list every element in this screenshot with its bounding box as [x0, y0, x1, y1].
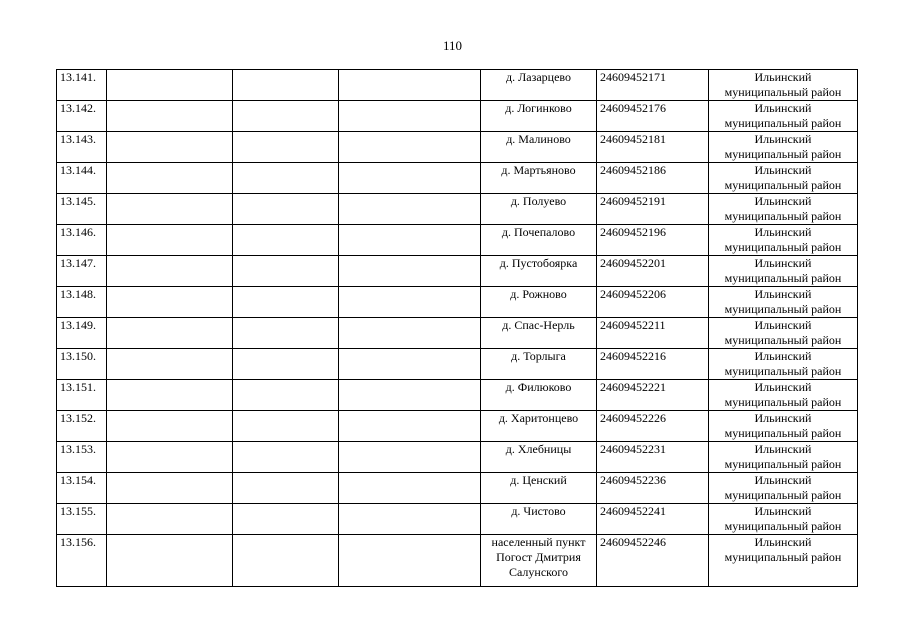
row-number-cell: 13.147. [57, 256, 107, 287]
row-number-cell: 13.150. [57, 349, 107, 380]
settlement-name-cell: д. Пустобоярка [481, 256, 597, 287]
settlement-name-cell: населенный пункт Погост Дмитрия Салунского [481, 535, 597, 587]
empty-cell [233, 163, 339, 194]
district-cell: Ильинский муниципальный район [709, 287, 858, 318]
row-number-cell: 13.142. [57, 101, 107, 132]
settlement-name-cell: д. Филюково [481, 380, 597, 411]
empty-cell [233, 318, 339, 349]
table-row [57, 132, 858, 163]
row-number-cell: 13.146. [57, 225, 107, 256]
district-cell: Ильинский муниципальный район [709, 504, 858, 535]
empty-cell [339, 194, 481, 225]
table-row [57, 256, 858, 287]
settlement-name-cell: д. Логинково [481, 101, 597, 132]
empty-cell [107, 132, 233, 163]
row-number-cell: 13.156. [57, 535, 107, 587]
row-number-cell: 13.154. [57, 473, 107, 504]
table-row [57, 349, 858, 380]
empty-cell [107, 504, 233, 535]
district-cell: Ильинский муниципальный район [709, 535, 858, 587]
row-number-cell: 13.145. [57, 194, 107, 225]
row-number-cell: 13.149. [57, 318, 107, 349]
row-number-cell: 13.152. [57, 411, 107, 442]
empty-cell [339, 256, 481, 287]
empty-cell [107, 256, 233, 287]
table-row [57, 101, 858, 132]
empty-cell [107, 473, 233, 504]
settlements-table-body [57, 70, 858, 587]
oktmo-code-cell: 24609452181 [597, 132, 709, 163]
empty-cell [339, 287, 481, 318]
settlement-name-cell: д. Торлыга [481, 349, 597, 380]
empty-cell [339, 132, 481, 163]
empty-cell [339, 442, 481, 473]
empty-cell [339, 318, 481, 349]
row-number-cell: 13.155. [57, 504, 107, 535]
oktmo-code-cell: 24609452196 [597, 225, 709, 256]
empty-cell [107, 318, 233, 349]
row-number-cell: 13.141. [57, 70, 107, 101]
empty-cell [339, 535, 481, 587]
district-cell: Ильинский муниципальный район [709, 70, 858, 101]
oktmo-code-cell: 24609452186 [597, 163, 709, 194]
empty-cell [233, 411, 339, 442]
settlements-table [56, 69, 858, 587]
empty-cell [233, 287, 339, 318]
district-cell: Ильинский муниципальный район [709, 101, 858, 132]
empty-cell [233, 101, 339, 132]
table-row [57, 504, 858, 535]
settlement-name-cell: д. Полуево [481, 194, 597, 225]
empty-cell [339, 473, 481, 504]
settlement-name-cell: д. Мартьяново [481, 163, 597, 194]
empty-cell [107, 101, 233, 132]
empty-cell [107, 442, 233, 473]
empty-cell [339, 163, 481, 194]
empty-cell [233, 535, 339, 587]
oktmo-code-cell: 24609452191 [597, 194, 709, 225]
empty-cell [339, 411, 481, 442]
empty-cell [233, 256, 339, 287]
settlement-name-cell: д. Харитонцево [481, 411, 597, 442]
settlement-name-cell: д. Чистово [481, 504, 597, 535]
empty-cell [339, 504, 481, 535]
district-cell: Ильинский муниципальный район [709, 411, 858, 442]
page-number: 110 [442, 38, 463, 53]
table-row [57, 287, 858, 318]
empty-cell [339, 349, 481, 380]
empty-cell [339, 70, 481, 101]
settlement-name-cell: д. Спас-Нерль [481, 318, 597, 349]
empty-cell [107, 194, 233, 225]
oktmo-code-cell: 24609452231 [597, 442, 709, 473]
oktmo-code-cell: 24609452176 [597, 101, 709, 132]
empty-cell [233, 504, 339, 535]
empty-cell [107, 411, 233, 442]
oktmo-code-cell: 24609452171 [597, 70, 709, 101]
oktmo-code-cell: 24609452216 [597, 349, 709, 380]
empty-cell [233, 442, 339, 473]
empty-cell [233, 132, 339, 163]
empty-cell [233, 225, 339, 256]
district-cell: Ильинский муниципальный район [709, 473, 858, 504]
settlement-name-cell: д. Лазарцево [481, 70, 597, 101]
settlement-name-cell: д. Ценский [481, 473, 597, 504]
settlement-name-cell: д. Рожново [481, 287, 597, 318]
empty-cell [339, 101, 481, 132]
empty-cell [233, 349, 339, 380]
district-cell: Ильинский муниципальный район [709, 380, 858, 411]
empty-cell [107, 163, 233, 194]
empty-cell [107, 225, 233, 256]
empty-cell [233, 473, 339, 504]
district-cell: Ильинский муниципальный район [709, 318, 858, 349]
oktmo-code-cell: 24609452201 [597, 256, 709, 287]
district-cell: Ильинский муниципальный район [709, 194, 858, 225]
row-number-cell: 13.148. [57, 287, 107, 318]
empty-cell [233, 194, 339, 225]
table-row [57, 318, 858, 349]
table-row [57, 442, 858, 473]
table-row [57, 163, 858, 194]
row-number-cell: 13.144. [57, 163, 107, 194]
district-cell: Ильинский муниципальный район [709, 349, 858, 380]
settlement-name-cell: д. Хлебницы [481, 442, 597, 473]
table-row [57, 194, 858, 225]
empty-cell [107, 287, 233, 318]
empty-cell [107, 535, 233, 587]
district-cell: Ильинский муниципальный район [709, 225, 858, 256]
empty-cell [107, 380, 233, 411]
district-cell: Ильинский муниципальный район [709, 256, 858, 287]
empty-cell [339, 225, 481, 256]
district-cell: Ильинский муниципальный район [709, 442, 858, 473]
district-cell: Ильинский муниципальный район [709, 132, 858, 163]
row-number-cell: 13.151. [57, 380, 107, 411]
table-row [57, 411, 858, 442]
table-row [57, 225, 858, 256]
empty-cell [233, 70, 339, 101]
table-row [57, 380, 858, 411]
table-row [57, 473, 858, 504]
oktmo-code-cell: 24609452241 [597, 504, 709, 535]
oktmo-code-cell: 24609452206 [597, 287, 709, 318]
table-row [57, 70, 858, 101]
row-number-cell: 13.153. [57, 442, 107, 473]
settlement-name-cell: д. Почепалово [481, 225, 597, 256]
settlement-name-cell: д. Малиново [481, 132, 597, 163]
table-row [57, 535, 858, 587]
oktmo-code-cell: 24609452226 [597, 411, 709, 442]
oktmo-code-cell: 24609452211 [597, 318, 709, 349]
oktmo-code-cell: 24609452246 [597, 535, 709, 587]
oktmo-code-cell: 24609452236 [597, 473, 709, 504]
empty-cell [107, 70, 233, 101]
row-number-cell: 13.143. [57, 132, 107, 163]
oktmo-code-cell: 24609452221 [597, 380, 709, 411]
empty-cell [339, 380, 481, 411]
district-cell: Ильинский муниципальный район [709, 163, 858, 194]
empty-cell [107, 349, 233, 380]
empty-cell [233, 380, 339, 411]
